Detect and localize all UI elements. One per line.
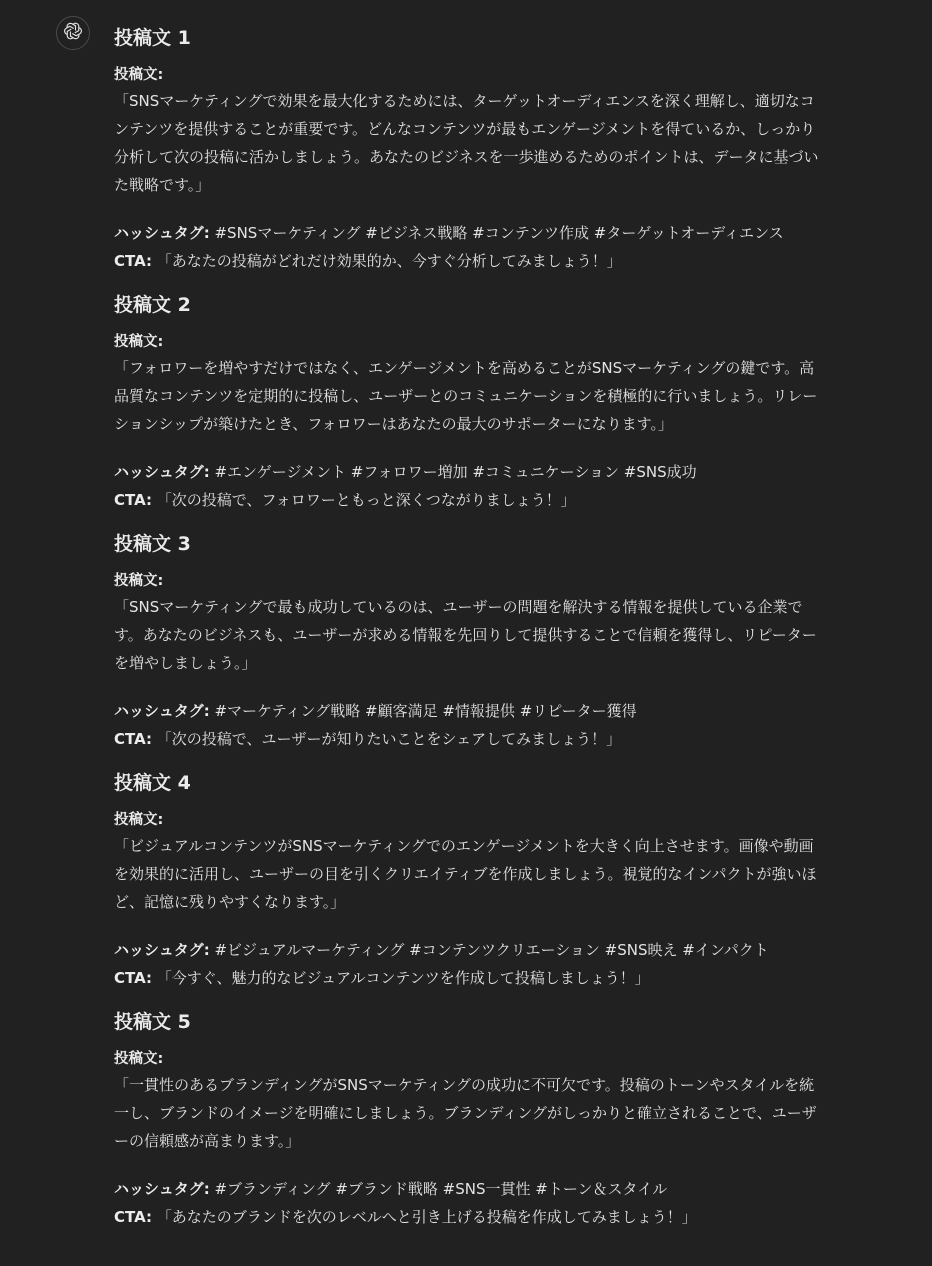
hashtag-label: ハッシュタグ: — [114, 941, 210, 959]
hashtag-label: ハッシュタグ: — [114, 224, 210, 242]
cta-label: CTA: — [114, 491, 152, 509]
hashtag-line — [114, 1175, 826, 1203]
post-title: 投稿文 4 — [114, 772, 191, 794]
hashtag-line — [114, 458, 826, 486]
post-meta — [114, 936, 826, 992]
cta-text: 「あなたの投稿がどれだけ効果的か、今すぐ分析してみましょう！」 — [156, 252, 622, 270]
cta-line — [114, 247, 826, 275]
post-3 — [114, 528, 826, 753]
post-title: 投稿文 1 — [114, 27, 191, 49]
cta-line — [114, 1203, 826, 1231]
post-body-label: 投稿文: — [114, 334, 164, 350]
hashtag-line — [114, 219, 826, 247]
post-2 — [114, 289, 826, 514]
cta-label: CTA: — [114, 1208, 152, 1226]
post-title: 投稿文 3 — [114, 533, 191, 555]
cta-label: CTA: — [114, 730, 152, 748]
post-body-label: 投稿文: — [114, 1051, 164, 1067]
post-meta — [114, 458, 826, 514]
post-body-text: 「フォロワーを増やすだけではなく、エンゲージメントを高めることがSNSマーケティングの鍵です。高品質なコンテンツを定期的に投稿し、ユーザーとのコミュニケーションを積極的に行いましょう。リレーションシップが築けたとき、フォロワーはあなたの最大のサポーターになります。」 — [114, 359, 818, 433]
cta-text: 「次の投稿で、ユーザーが知りたいことをシェアしてみましょう！」 — [156, 730, 622, 748]
cta-line — [114, 725, 826, 753]
post-4 — [114, 767, 826, 992]
hashtag-label: ハッシュタグ: — [114, 463, 210, 481]
cta-text: 「あなたのブランドを次のレベルへと引き上げる投稿を作成してみましょう！」 — [156, 1208, 697, 1226]
post-meta — [114, 697, 826, 753]
post-1 — [114, 22, 826, 275]
cta-text: 「次の投稿で、フォロワーともっと深くつながりましょう！」 — [156, 491, 576, 509]
post-meta — [114, 1175, 826, 1231]
cta-line — [114, 486, 826, 514]
hashtags: #マーケティング戦略 #顧客満足 #情報提供 #リピーター獲得 — [214, 702, 637, 720]
hashtag-line — [114, 697, 826, 725]
hashtag-line — [114, 936, 826, 964]
hashtag-label: ハッシュタグ: — [114, 702, 210, 720]
openai-logo-icon — [63, 21, 83, 45]
hashtag-label: ハッシュタグ: — [114, 1180, 210, 1198]
hashtags: #エンゲージメント #フォロワー増加 #コミュニケーション #SNS成功 — [214, 463, 697, 481]
post-body-label: 投稿文: — [114, 812, 164, 828]
post-title: 投稿文 2 — [114, 294, 191, 316]
post-body-text: 「ビジュアルコンテンツがSNSマーケティングでのエンゲージメントを大きく向上させます。画像や動画を効果的に活用し、ユーザーの目を引くクリエイティブを作成しましょう。視覚的なインパクトが強いほど、記憶に残りやすくなります。」 — [114, 837, 817, 911]
cta-text: 「今すぐ、魅力的なビジュアルコンテンツを作成して投稿しましょう！」 — [156, 969, 650, 987]
post-body-label: 投稿文: — [114, 573, 164, 589]
hashtags: #ビジュアルマーケティング #コンテンツクリエーション #SNS映え #インパクト — [214, 941, 769, 959]
post-5 — [114, 1006, 826, 1231]
post-title: 投稿文 5 — [114, 1011, 191, 1033]
post-body-text: 「一貫性のあるブランディングがSNSマーケティングの成功に不可欠です。投稿のトーンやスタイルを統一し、ブランドのイメージを明確にしましょう。ブランディングがしっかりと確立されることで、ユーザーの信頼感が高まります。」 — [114, 1076, 817, 1150]
hashtags: #ブランディング #ブランド戦略 #SNS一貫性 #トーン＆スタイル — [214, 1180, 668, 1198]
cta-label: CTA: — [114, 969, 152, 987]
cta-label: CTA: — [114, 252, 152, 270]
post-body-text: 「SNSマーケティングで効果を最大化するためには、ターゲットオーディエンスを深く理解し、適切なコンテンツを提供することが重要です。どんなコンテンツが最もエンゲージメントを得ているか、しっかり分析して次の投稿に活かしましょう。あなたのビジネスを一歩進めるためのポイントは、データに基づいた戦略です。」 — [114, 92, 819, 194]
post-meta — [114, 219, 826, 275]
assistant-message — [114, 22, 826, 1231]
post-body-label: 投稿文: — [114, 67, 164, 83]
assistant-avatar — [56, 16, 90, 50]
hashtags: #SNSマーケティング #ビジネス戦略 #コンテンツ作成 #ターゲットオーディエンス — [214, 224, 784, 242]
cta-line — [114, 964, 826, 992]
post-body-text: 「SNSマーケティングで最も成功しているのは、ユーザーの問題を解決する情報を提供している企業です。あなたのビジネスも、ユーザーが求める情報を先回りして提供することで信頼を獲得し、リピーターを増やしましょう。」 — [114, 598, 817, 672]
